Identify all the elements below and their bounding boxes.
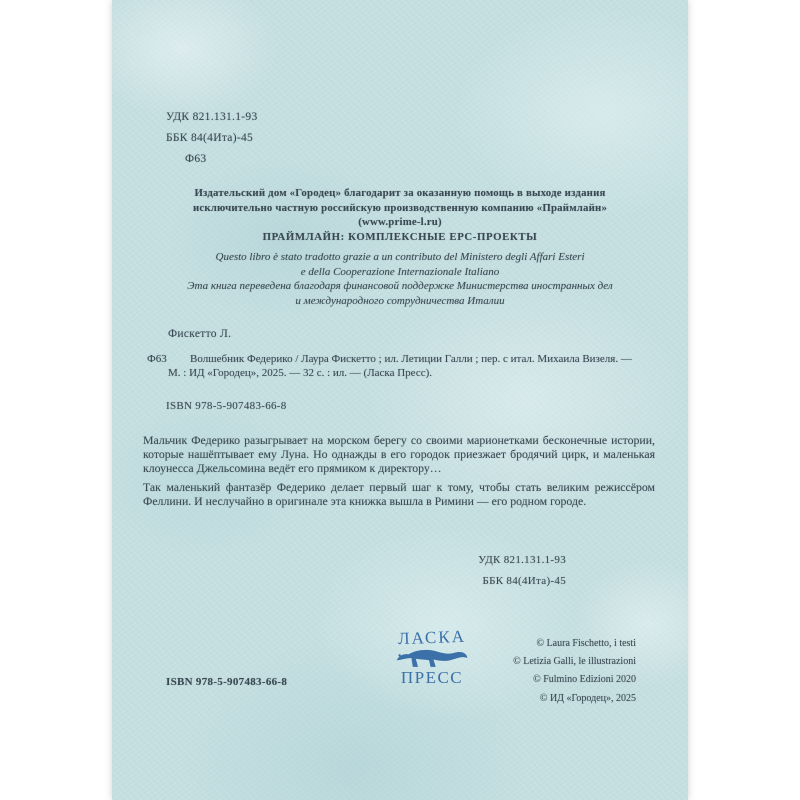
acknowledgement-line-1: Издательский дом «Городец» благодарит за оказанную помощь в выходе издания [194, 187, 606, 199]
sponsor-slogan: ПРАЙМЛАЙН: КОМПЛЕКСНЫЕ EPC-ПРОЕКТЫ [262, 231, 538, 243]
publisher-acknowledgement [112, 186, 688, 245]
grant-note-russian-1: Эта книга переведена благодаря финансовой поддержке Министерства иностранных дел [187, 280, 613, 292]
author-sign-code: Ф63 [185, 153, 207, 165]
copyright-block [513, 635, 636, 708]
translation-grant-note [112, 250, 688, 308]
copyright-russian-publisher: © ИД «Городец», 2025 [539, 692, 636, 704]
udk-code-repeat: УДК 821.131.1-93 [478, 554, 566, 566]
grant-note-russian-2: и международного сотрудничества Италии [295, 294, 505, 307]
grant-note-italian-2: e della Cooperazione Internazionale Italiano [300, 265, 500, 278]
book-imprint-page [112, 0, 688, 800]
logo-word-top: ЛАСКА [397, 626, 467, 649]
grant-note-italian-1: Questo libro è stato tradotto grazie a un contributo del Ministero degli Affari Esteri [215, 251, 585, 263]
isbn-catalog: ISBN 978-5-907483-66-8 [166, 400, 287, 412]
classification-codes-bottom [478, 550, 566, 591]
catalog-author-sign: Ф63 [147, 353, 167, 365]
annotation-paragraph-2: Так маленький фантазёр Федерико делает первый шаг к тому, чтобы стать великим режиссёром Феллини. И неслучайно в оригинале эта книжка вышла в Римини — его родном городе. [143, 479, 655, 508]
udk-code: УДК 821.131.1-93 [166, 111, 258, 123]
acknowledgement-line-2: исключительно частную российскую производственную компанию «Праймлайн» [192, 201, 608, 214]
bbk-code: ББК 84(4Ита)-45 [166, 132, 254, 144]
catalog-entry [147, 352, 647, 380]
isbn-bottom: ISBN 978-5-907483-66-8 [166, 676, 288, 688]
laska-press-logo [378, 626, 486, 687]
copyright-original-publisher: © Fulmino Edizioni 2020 [533, 674, 636, 686]
classification-codes-top [166, 107, 258, 170]
bibliographic-record: Волшебник Федерико / Лаура Фискетто ; ил. Летиции Галли ; пер. с итал. Михаила Визеля. — М. : ИД «Городец», 2025. — 32 с. : ил. — (Ласка Пресс). [168, 353, 632, 379]
logo-word-bottom: ПРЕСС [400, 668, 464, 687]
copyright-author: © Laura Fischetto, i testi [536, 638, 636, 649]
bbk-code-repeat: ББК 84(4Ита)-45 [482, 574, 566, 587]
sponsor-url: (www.prime-l.ru) [358, 216, 442, 228]
copyright-illustrator: © Letizia Galli, le illustrazioni [513, 656, 636, 668]
author-heading: Фискетто Л. [168, 328, 232, 340]
annotation-paragraph-1: Мальчик Федерико разыгрывает на морском берегу со своими марионетками бесконечные истории, которые нашёптывает ему Луна. Но однажды в его городок приезжает бродячий цирк, и маленькая клоунесса Джельсомина ведёт его прямиком к директору… [143, 433, 655, 475]
annotation [143, 434, 655, 509]
